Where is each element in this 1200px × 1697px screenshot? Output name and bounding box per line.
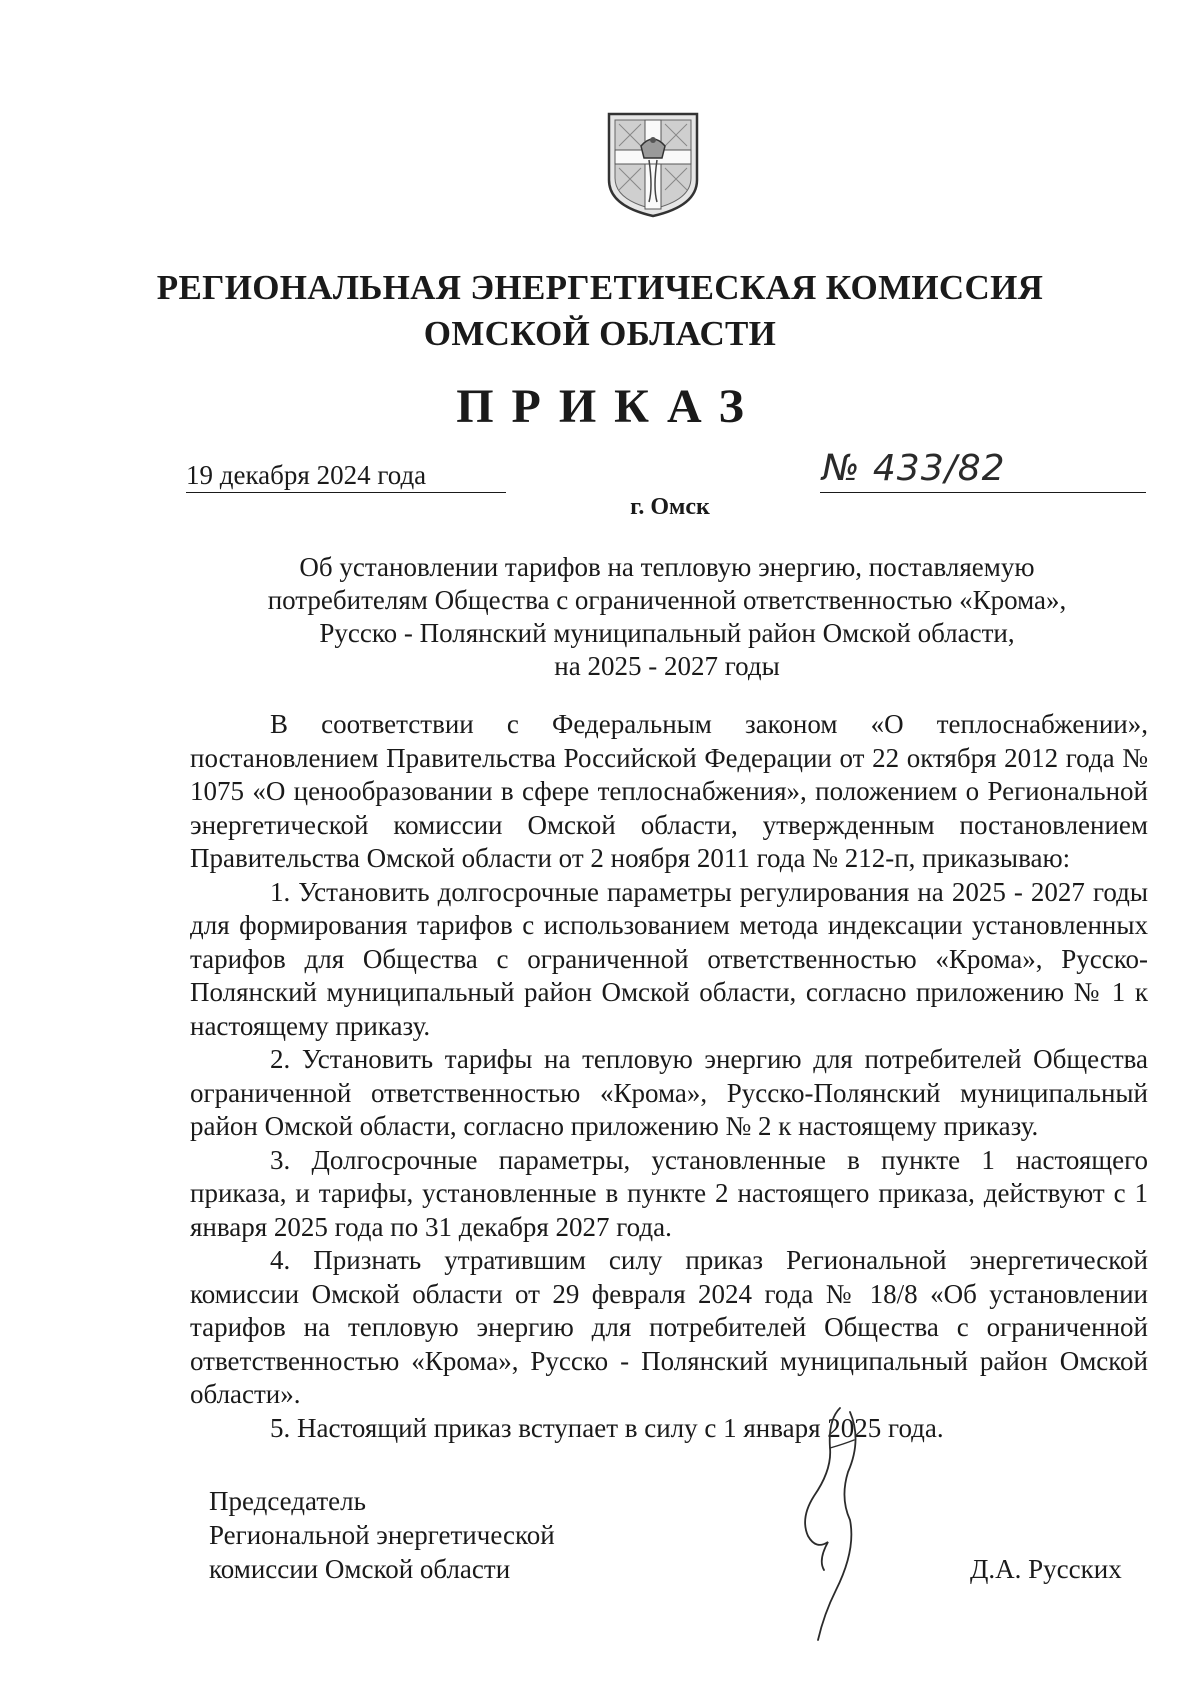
order-item-4: 4. Признать утратившим силу приказ Региональной энергетической комиссии Омской области от 29 февраля 2024 года № 18/8 «Об установлении тарифов на тепловую энергию для потребителей Общества с ограниченной ответственностью «Крома», Русско - Полянский муниципальный район Омской области». <box>190 1245 1148 1409</box>
signatory-title <box>209 1484 555 1586</box>
document-body <box>190 708 1148 1445</box>
order-item-3: 3. Долгосрочные параметры, установленные в пункте 1 настоящего приказа, и тарифы, установленные в пункте 2 настоящего приказа, действуют с 1 января 2025 года по 31 декабря 2027 года. <box>190 1144 1148 1242</box>
handwritten-signature <box>770 1400 900 1650</box>
document-number: № 433/82 <box>822 448 1006 489</box>
subject-line: Русско - Полянский муниципальный район Омской области, <box>319 618 1015 648</box>
document-type-heading: ПРИКАЗ <box>456 380 762 433</box>
signatory-title-line: комиссии Омской области <box>209 1554 511 1584</box>
subject-line: на 2025 - 2027 годы <box>554 651 780 681</box>
document-subject <box>186 551 1148 683</box>
subject-line: Об установлении тарифов на тепловую энергию, поставляемую <box>299 552 1035 582</box>
order-item-1: 1. Установить долгосрочные параметры регулирования на 2025 - 2027 годы для формирования тарифов с использованием метода индексации установленных тарифов для Общества с ограниченной ответственностью «Крома», Русско-Полянский муниципальный район Омской области, согласно приложению № 1 к настоящему приказу. <box>190 876 1148 1041</box>
document-date: 19 декабря 2024 года <box>186 458 506 493</box>
organization-title-line-1: РЕГИОНАЛЬНАЯ ЭНЕРГЕТИЧЕСКАЯ КОМИССИЯ <box>156 268 1044 307</box>
order-item-2: 2. Установить тарифы на тепловую энергию для потребителей Общества ограниченной ответственностью «Крома», Русско-Полянский муниципальный район Омской области, согласно приложению № 2 к настоящему приказу. <box>190 1044 1148 1141</box>
subject-line: потребителям Общества с ограниченной ответственностью «Крома», <box>267 585 1067 615</box>
order-item-5: 5. Настоящий приказ вступает в силу с 1 января 2025 года. <box>270 1412 944 1443</box>
signatory-title-line: Региональной энергетической <box>209 1520 555 1550</box>
signatory-title-line: Председатель <box>209 1486 366 1516</box>
coat-of-arms-emblem <box>605 110 701 218</box>
preamble-paragraph: В соответствии с Федеральным законом «О теплоснабжении», постановлением Правительства Российской Федерации от 22 октября 2012 года № 1075 «О ценообразовании в сфере теплоснабжения», положением о Региональной энергетической комиссии Омской области, утвержденным постановлением Правительства Омской области от 2 ноября 2011 года № 212-п, приказываю: <box>190 709 1148 873</box>
document-city: г. Омск <box>630 494 710 520</box>
signatory-name: Д.А. Русских <box>970 1554 1122 1584</box>
organization-title-line-2: ОМСКОЙ ОБЛАСТИ <box>423 314 777 353</box>
